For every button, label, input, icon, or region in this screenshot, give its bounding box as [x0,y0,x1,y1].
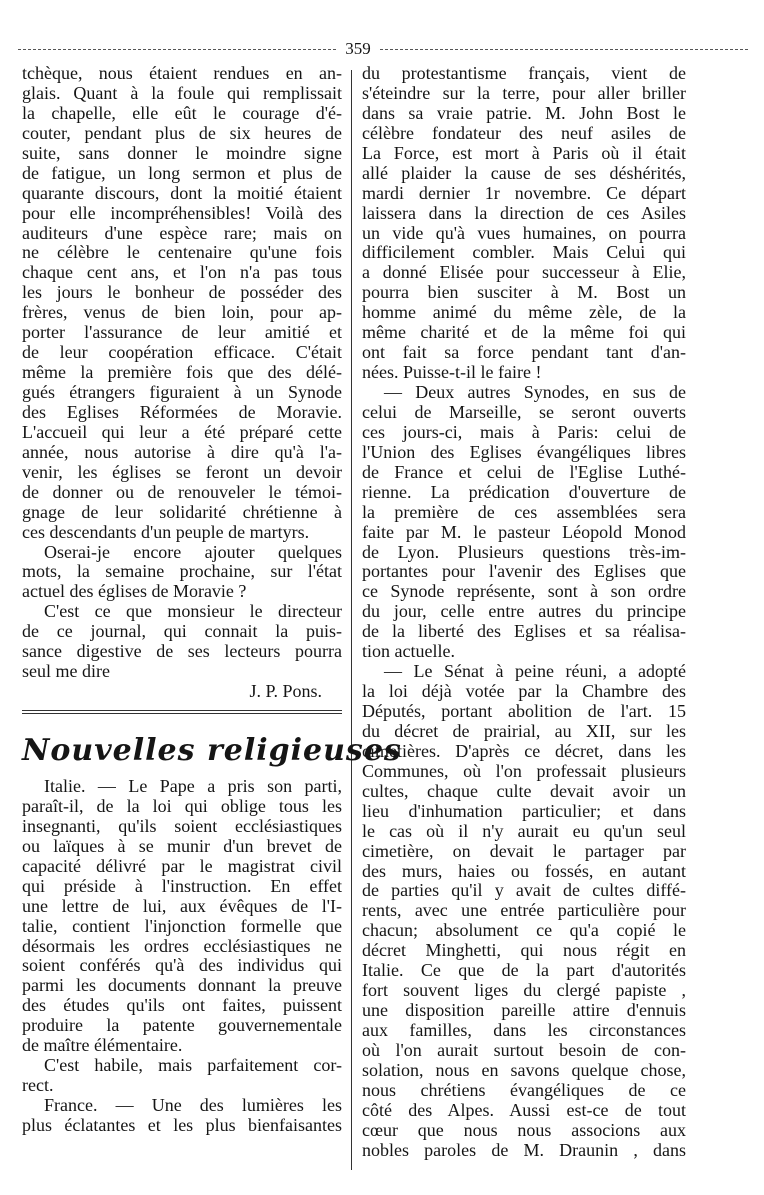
text-line: La Force, est mort à Paris où il était [362,143,686,163]
text-line: venir, les églises se feront un devoir [22,462,342,482]
text-line: — Deux autres Synodes, en sus de [384,383,686,402]
text-line: de parties qu'il y avait de cultes diffé- [362,881,686,901]
text-line: décret Minghetti, qui nous régit en [362,941,686,961]
text-line: mardi dernier 1r novembre. Ce départ [362,183,686,203]
text-line: fort souvent liges du clergé papiste , [362,981,686,1001]
text-line: de leur coopération efficace. C'était [22,343,342,363]
text-line: Italie. — Le Pape a pris son parti, [44,777,342,796]
text-line: ce Synode représente, sont à son ordre [362,582,686,602]
text-line: solation, nous en savons quelque chose, [362,1060,686,1080]
text-line: ou laïques à se munir d'un brevet de [22,836,342,856]
text-line: cultes, chaque culte devait avoir un [362,781,686,801]
text-line: produire la patente gouvernementale [22,1016,342,1036]
text-line: Communes, où l'on professait plusieurs [362,761,686,781]
text-line: pour elle incompréhensibles! Voilà des [22,203,342,223]
text-line: des murs, haies ou fossés, en autant [362,861,686,881]
text-line: nobles paroles de M. Draunin , dans [362,1140,686,1160]
text-line: une lettre de lui, aux évêques de l'I- [22,896,342,916]
text-line: de maître élémentaire. [22,1036,183,1056]
text-line: rect. [22,1076,54,1096]
text-line: rents, avec une entrée particulière pour [362,901,686,921]
text-line: ces jours-ci, mais à Paris: celui de [362,422,686,442]
text-line: la chapelle, elle eût le courage d'é- [22,103,342,123]
text-line: du jour, celle entre autres du principe [362,602,686,622]
text-line: mots, la semaine prochaine, sur l'état [22,562,342,582]
text-line: chaque cent ans, et l'on n'a pas tous [22,263,342,283]
text-line: année, nous autorise à dire qu'à l'a- [22,442,342,462]
text-line: Italie. Ce que de la part d'autorités [362,961,686,981]
author-signature: J. P. Pons. [249,682,322,702]
text-line: même la première fois que des délé- [22,363,342,383]
text-line: seul me dire [22,662,110,682]
right-column [362,64,686,1161]
text-line: ont fait sa force pendant tant d'an- [362,343,686,363]
text-line: lieu d'inhumation particulier; et dans [362,801,686,821]
news-text [22,777,342,1136]
text-line: glais. Quant à la foule qui remplissait [22,83,342,103]
text-line: couter, pendant plus de six heures de [22,123,342,143]
text-line: un vide qu'à vues humaines, on pourra [362,223,686,243]
text-line: dans sa vraie patrie. M. John Bost le [362,103,686,123]
header-rule-left [18,49,336,50]
text-line: ces descendants d'un peuple de martyrs. [22,522,310,542]
text-line: Députés, portant abolition de l'art. 15 [362,702,686,721]
text-line: porter l'assurance de leur amitié et [22,323,342,343]
text-line: de donner ou de renouveler le témoi- [22,482,342,502]
text-line: qui préside à l'instruction. En effet [22,876,342,896]
text-line: parmi les documents donnant la preuve [22,976,342,996]
article-text [22,64,342,702]
text-line: suite, sans donner le moindre signe [22,143,342,163]
header-rule-right [380,49,748,50]
text-line: tion actuelle. [362,642,455,662]
text-line: célèbre fondateur des neuf asiles de [362,123,686,143]
text-line: du décret de prairial, au XII, sur les [362,721,686,741]
text-line: tchèque, nous étaient rendues en an- [22,64,342,83]
text-line: ne célèbre le centenaire qu'une fois [22,243,342,263]
text-line: capacité délivré par le magistrat civil [22,856,342,876]
text-line: de ce journal, qui connait la puis- [22,622,342,642]
text-line: soient conférés qu'à des individus qui [22,956,342,976]
section-heading: Nouvelles religieuses [22,733,402,768]
section-separator [22,707,342,717]
text-line: sance digestive de ses lecteurs pourra [22,642,342,662]
text-line: chacun; absolument ce qu'a copié le [362,921,686,941]
text-line: où l'on aurait surtout besoin de con- [362,1040,686,1060]
text-line: de fatigue, un long sermon et plus de [22,163,342,183]
text-line: des Eglises Réformées de Moravie. [22,402,342,422]
text-line: de Lyon. Plusieurs questions très-im- [362,542,686,562]
text-line: cœur que nous nous associons aux [362,1120,686,1140]
text-line: portantes pour l'avenir des Eglises que [362,562,686,582]
text-line: les jours le bonheur de posséder des [22,283,342,303]
left-column [22,64,402,1136]
text-line: pourra bien susciter à M. Bost un [362,283,686,303]
text-line: paraît-il, de la loi qui oblige tous les [22,796,342,816]
text-line: la loi déjà votée par la Chambre des [362,682,686,702]
text-line: nous chrétiens évangéliques de ce [362,1080,686,1100]
text-line: nées. Puisse-t-il le faire ! [362,363,542,383]
text-line: frères, venus de bien loin, pour ap- [22,303,342,323]
text-line: aux familles, dans les circonstances [362,1021,686,1040]
text-line: Oserai-je encore ajouter quelques [44,542,342,562]
text-line: — Le Sénat à peine réuni, a adopté [384,662,686,682]
text-line: quarante discours, dont la moitié étaient [22,183,342,203]
text-line: actuel des églises de Moravie ? [22,582,247,602]
text-line: rienne. La prédication d'ouverture de [362,482,686,502]
text-line: côté des Alpes. Aussi est-ce de tout [362,1100,686,1120]
text-line: a donné Elisée pour successeur à Elie, [362,263,686,283]
text-line: l'Union des Eglises évangéliques libres [362,442,686,462]
text-line: C'est ce que monsieur le directeur [44,602,342,622]
text-line: s'éteindre sur la terre, pour aller briller [362,83,686,103]
text-line: cimetières. D'après ce décret, dans les [362,741,686,761]
text-line: talie, contient l'injonction formelle que [22,916,342,936]
text-line: C'est habile, mais parfaitement cor- [44,1056,342,1076]
page-header [0,38,764,60]
text-line: de France et celui de l'Eglise Luthé- [362,462,686,482]
text-line: laissera dans la direction de ces Asiles [362,203,686,223]
text-line: homme animé du même zèle, de la [362,303,686,323]
text-line: cimetière, on devait le partager par [362,841,686,861]
text-line: difficilement combler. Mais Celui qui [362,243,686,263]
text-line: gués étrangers figuraient à un Synode [22,383,342,402]
text-line: L'accueil qui leur a été préparé cette [22,422,342,442]
text-line: auditeurs d'une espèce rare; mais on [22,223,342,243]
page-number: 359 [345,39,371,58]
text-line: du protestantisme français, vient de [362,64,686,83]
text-line: celui de Marseille, se seront ouverts [362,402,686,422]
text-line: le cas où il n'y aurait eu qu'un seul [362,821,686,841]
text-line: la première de ces assemblées sera [362,502,686,522]
text-line: France. — Une des lumières les [44,1096,342,1115]
text-line: des études qu'ils ont faites, puissent [22,996,342,1016]
text-line: une disposition pareille attire d'ennuis [362,1001,686,1021]
text-line: gnage de leur solidarité chrétienne à [22,502,342,522]
text-line: de la liberté des Eglises et sa réalisa- [362,622,686,642]
column-divider [351,70,352,1170]
text-line: désormais les ordres ecclésiastiques ne [22,936,342,956]
text-line: allé plaider la cause de ses déshérités, [362,163,686,183]
text-line: insegnanti, qu'ils soient ecclésiastiques [22,816,342,836]
text-line: même charité et de la même foi qui [362,323,686,343]
text-line: plus éclatantes et les plus bienfaisantes [22,1115,342,1135]
text-line: faite par M. le pasteur Léopold Monod [362,522,686,542]
